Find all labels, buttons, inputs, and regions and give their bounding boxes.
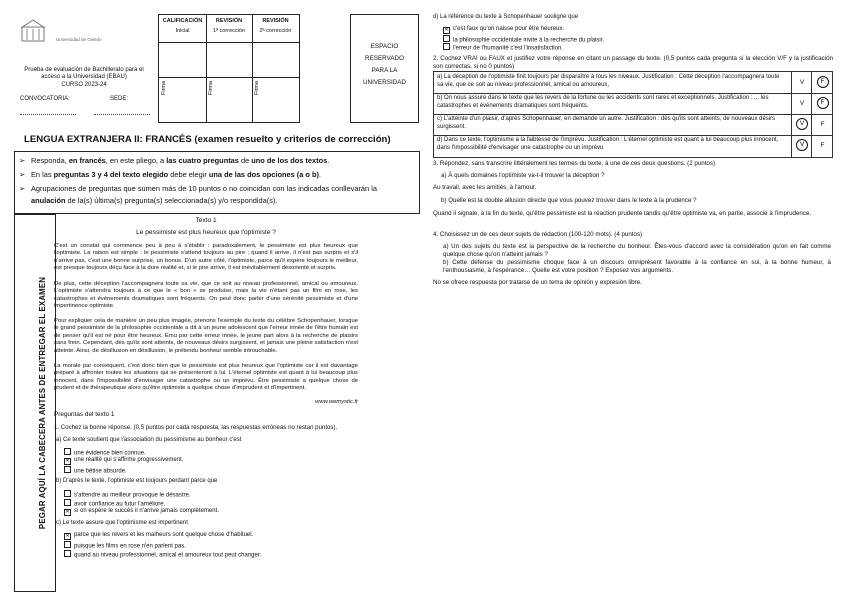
v-option-selected[interactable]: V [791, 135, 812, 157]
arrow-icon: ➢ [19, 156, 26, 165]
checkbox[interactable] [64, 499, 71, 506]
q3-a-question: a) À quels domaines l'optimiste va-t-il trouver la déception ? [441, 172, 605, 179]
table-row: c) L'atteinte d'un plaisir, d'après Schopenhauer, en demande un autre. Justification : dès qu'ils sont atteints, de nouveaux désirs surgissent. V F [434, 114, 832, 136]
v-option[interactable]: V [791, 72, 812, 93]
q2-prompt: 2. Cochez VRAI ou FAUX et justifiez votre réponse en citant un passage du texte. (0,5 puntos cada pregunta si la elección V/F y la justificación son correctas, si no 0 puntos) [433, 55, 833, 70]
reserved-space: ESPACIO RESERVADO PARA LA UNIVERSIDAD [350, 14, 419, 123]
checkbox[interactable] [64, 550, 71, 557]
instruction-segment: en francés [68, 156, 106, 165]
f-option[interactable]: F [811, 135, 833, 157]
q3-b-question: b) Quelle est la double allusion directe que vous pouvez trouver dans le texte à la prudence ? [441, 197, 697, 204]
checkbox-checked[interactable]: ✕ [65, 508, 70, 515]
convocatoria-field[interactable] [20, 113, 76, 115]
q1-option[interactable]: une évidence bien connue. [64, 448, 146, 458]
text-paragraph: La morale par conséquent, c'est donc bien que le pessimiste est plus heureux que l'optimiste car il est davantage préparé à affronter toutes les situations qui se présenteront à lui. L'éternel optimiste est quant à lui beaucoup plus innocent, dans l'impossibilité d'envisager une catastrophe ou un imprévu. Être pessimiste a quelque chose de prudent et de thérapeutique alors qu'être optimiste a quelque chose d'imprudent et d'impertinent. [54, 363, 358, 392]
arrow-icon: ➢ [19, 184, 26, 193]
q4-note: No se ofrece respuesta por tratarse de un tema de opinión y expresión libre. [433, 279, 642, 286]
table-row: a) La déception de l'optimiste finit toujours par disparaître à tous les niveaux. Justification : Cette déception l'accompagnera toute sa vie, que ce soit au niveau professionnel, amical ou amoureux, V F [434, 72, 832, 94]
q1-a-label: a) Ce texte soutient que l'association du pessimisme au bonheur c'est [56, 437, 242, 443]
exam-line: acceso a la Universidad (EBAU) [41, 74, 127, 81]
side-label: PEGAR AQUÍ LA CABECERA ANTES DE ENTREGAR EL EXAMEN [38, 276, 47, 530]
q4-b: b) Cette défense du pessimisme choque face à un discours omniprésent favorable à la confiance en soi, à la bonne humeur, à l'enthousiasme, à l'espérance… Quelle est votre position ? Exposez vos arguments. [443, 259, 831, 274]
q1-option[interactable]: ✕ une réalité qui s'affirme progressivement. [65, 457, 184, 464]
q3-b-answer: Quand il signale, à la fin du texte, qu'être pessimiste est la réaction prudente tandis qu'être optimiste va, en partie, associé à l'imprudence. [433, 210, 812, 217]
q1-option[interactable]: avoir confiance au futur l'améliore. [64, 499, 165, 509]
q1-prompt: 1. Cochez la bonne réponse. (0,5 puntos por cada respuesta, las respuestas erróneas no restan puntos). [54, 424, 338, 431]
instruction-segment: Agrupaciones de preguntas que sumen más de 10 puntos o no coincidan con las indicadas conllevarán la [31, 184, 377, 193]
exam-line: Prueba de evaluación de Bachillerato para el [24, 67, 144, 73]
instruction-segment: Responda, [31, 156, 69, 165]
text-title: Le pessimiste est plus heureux que l'optimiste ? [136, 229, 276, 236]
text-paragraph: Pour expliquer cela de manière un peu plus imagée, prenons l'exemple du texte du célèbre Schopenhauer, lorsque le grand pessimiste de la philosophie occidentale a dit à un jeune adolescent que l'erreur innée de l'être humain est de penser qu'il est né pour être heureux. Ému par cette erreur innée, le jeune part alors à la recherche de plaisirs sans frein. Cependant, dès qu'ils sont atteints, de nouveaux désirs surgissent, et jamais une pleine satisfaction n'est atteinte. Ainsi, de désillusion en désillusion, le prétendu bonheur semble introuchable. [54, 318, 358, 354]
q1-option[interactable]: l'erreur de l'humanité c'est l'insatisfaction. [443, 43, 563, 53]
v-option-selected[interactable]: V [791, 114, 812, 135]
q4-a: a) Un des sujets du texte est la perspective de la recherche du bonheur. Êtes-vous d'accord avec la considération qu'on en fait comme quelque chose qu'on n'atteint jamais ? [443, 243, 831, 258]
checkbox[interactable] [64, 490, 71, 497]
instruction-line [31, 184, 377, 193]
arrow-icon: ➢ [19, 170, 26, 179]
checkbox[interactable] [64, 466, 71, 473]
instruction-segment: . [318, 170, 322, 179]
f-option-selected[interactable]: F [811, 72, 833, 93]
university-logo [18, 17, 48, 43]
q1-d-label: d) La référence du texte à Schopenhauer souligne que [433, 14, 579, 20]
university-name: Universidad de Oviedo [56, 37, 102, 42]
checkbox[interactable] [443, 43, 450, 50]
q1-c-label: c) Le texte assure que l'optimisme est impertinent [56, 520, 188, 526]
instruction-segment: preguntas 3 y 4 del texto elegido [53, 170, 169, 179]
instruction-line [31, 170, 321, 179]
checkbox-checked[interactable]: ✕ [65, 457, 70, 464]
q3-a-answer: Au travail, avec les amitiés, à l'amour. [433, 184, 537, 191]
instruction-line [31, 196, 277, 205]
instruction-segment: una de las dos opciones (a o b) [208, 170, 319, 179]
grading-col-review1: REVISIÓN 1ª corrección Firma [206, 15, 253, 122]
v-option[interactable]: V [791, 93, 812, 114]
table-row: b) On nous assure dans le texte que les revers de la fortune ou les accidents sont rares et exceptionnels. Justification : ... les catastrophes et événements dramatiques sont fréquents. V F [434, 93, 832, 115]
checkbox-checked[interactable]: ✕ [65, 532, 70, 539]
text-paragraph: De plus, cette déception l'accompagnera toute sa vie, que ce soit au niveau professionnel, amical ou amoureux. L'optimiste s'attendra toujours à ce que le « bon » se produise, mais la vie n'étant pas un film en rose, les catastrophes et événements dramatiques sont fréquents. On peut donc parler d'une sérénité pessimiste et d'une impertinence optimiste. [54, 281, 358, 310]
instruction-segment: . [327, 156, 330, 165]
grading-col-initial: CALIFICACIÓN Inicial Firma [159, 15, 207, 122]
instruction-segment: las cuatro preguntas [166, 156, 239, 165]
questions-heading: Preguntas del texto 1 [54, 411, 115, 418]
text-source: www.wemystic.fr [315, 399, 358, 405]
instructions-box [14, 151, 420, 214]
table-row: d) Dans ce texte, l'optimisme a la faiblesse de l'imprévu. Justification : L'éternel optimiste est quant à lui beaucoup plus innocent, dans l'impossibilité d'envisager une catastrophe ou un imprévu V F [434, 135, 832, 157]
grading-col-review2: REVISIÓN 2ª corrección Firma [254, 18, 292, 95]
exam-year: CURSO 2023-24 [61, 81, 107, 88]
q2-table [433, 71, 833, 158]
f-option[interactable]: F [811, 114, 833, 135]
q1-option[interactable]: puisque les films en rose n'en parlent pas. [64, 541, 186, 551]
convocatoria-label: CONVOCATORIA: [20, 96, 70, 102]
checkbox[interactable] [64, 541, 71, 548]
f-option-selected[interactable]: F [811, 93, 833, 114]
instruction-segment: de la(s) última(s) pregunta(s) seleccionada(s) y/o respondida(s). [65, 196, 278, 205]
text-heading: Texto 1 [195, 217, 217, 224]
checkbox[interactable] [64, 448, 71, 455]
q1-option[interactable]: quand au niveau professionnel, amical et amoureux tout peut changer. [64, 550, 261, 560]
q1-option[interactable]: ✕ c'est faux qu'on naisse pour être heureux. [444, 26, 565, 33]
instruction-line [31, 156, 329, 165]
instruction-segment: , en este pliego, a [105, 156, 167, 165]
q1-option[interactable]: la philosophie occidentale invite à la recherche du plaisir. [443, 35, 604, 45]
q3-prompt: 3. Répondez, sans transcrire littéralement les termes du texte, à une de ces deux questions. (2 puntos) [433, 160, 716, 167]
q4-prompt: 4. Choisissez un de ces deux sujets de rédaction (100-120 mots). (4 puntos) [433, 231, 643, 238]
q1-b-label: b) D'après le texte, l'optimiste est toujours perdant parce que [56, 478, 218, 484]
sticker-area [14, 214, 56, 592]
q1-option[interactable]: ✕ si on espère le succès il n'arrive jamais complètement. [65, 508, 219, 515]
instruction-segment: de [238, 156, 252, 165]
checkbox-checked[interactable]: ✕ [444, 26, 449, 33]
grading-box [158, 14, 300, 123]
checkbox[interactable] [443, 35, 450, 42]
instruction-segment: anulación [31, 196, 66, 205]
instruction-segment: uno de los dos textos [251, 156, 328, 165]
exam-info [16, 67, 152, 89]
text-paragraph: C'est un constat qui commence peu à peu à s'établir : paradoxalement, le pessimiste est plus heureux que l'optimiste. La raison est simple : le pessimiste s'attend toujours au pire ; quand il arrive, il n'est pas surpris et s'il n'arrive pas, c'est une bonne surprise, un bonus. D'un autre côté, l'optimiste, parce qu'il espère toujours le meilleur, est presque toujours déçu face à la dure réalité et, si le pire arrive, il est inévitablement désorienté et surpris. [54, 243, 358, 272]
sede-label: SEDE: [110, 96, 129, 102]
instruction-segment: debe elegir [168, 170, 209, 179]
instruction-segment: En las [31, 170, 54, 179]
q1-option[interactable]: s'attendre au meilleur provoque le désastre. [64, 490, 191, 500]
sede-field[interactable] [94, 113, 150, 115]
page-title: LENGUA EXTRANJERA II: FRANCÉS (examen resuelto y criterios de corrección) [24, 134, 391, 145]
q1-option[interactable]: ✕ parce que les revers et les malheurs sont quelque chose d'habituel. [65, 532, 254, 539]
q1-option[interactable]: une bêtise absurde. [64, 466, 127, 476]
